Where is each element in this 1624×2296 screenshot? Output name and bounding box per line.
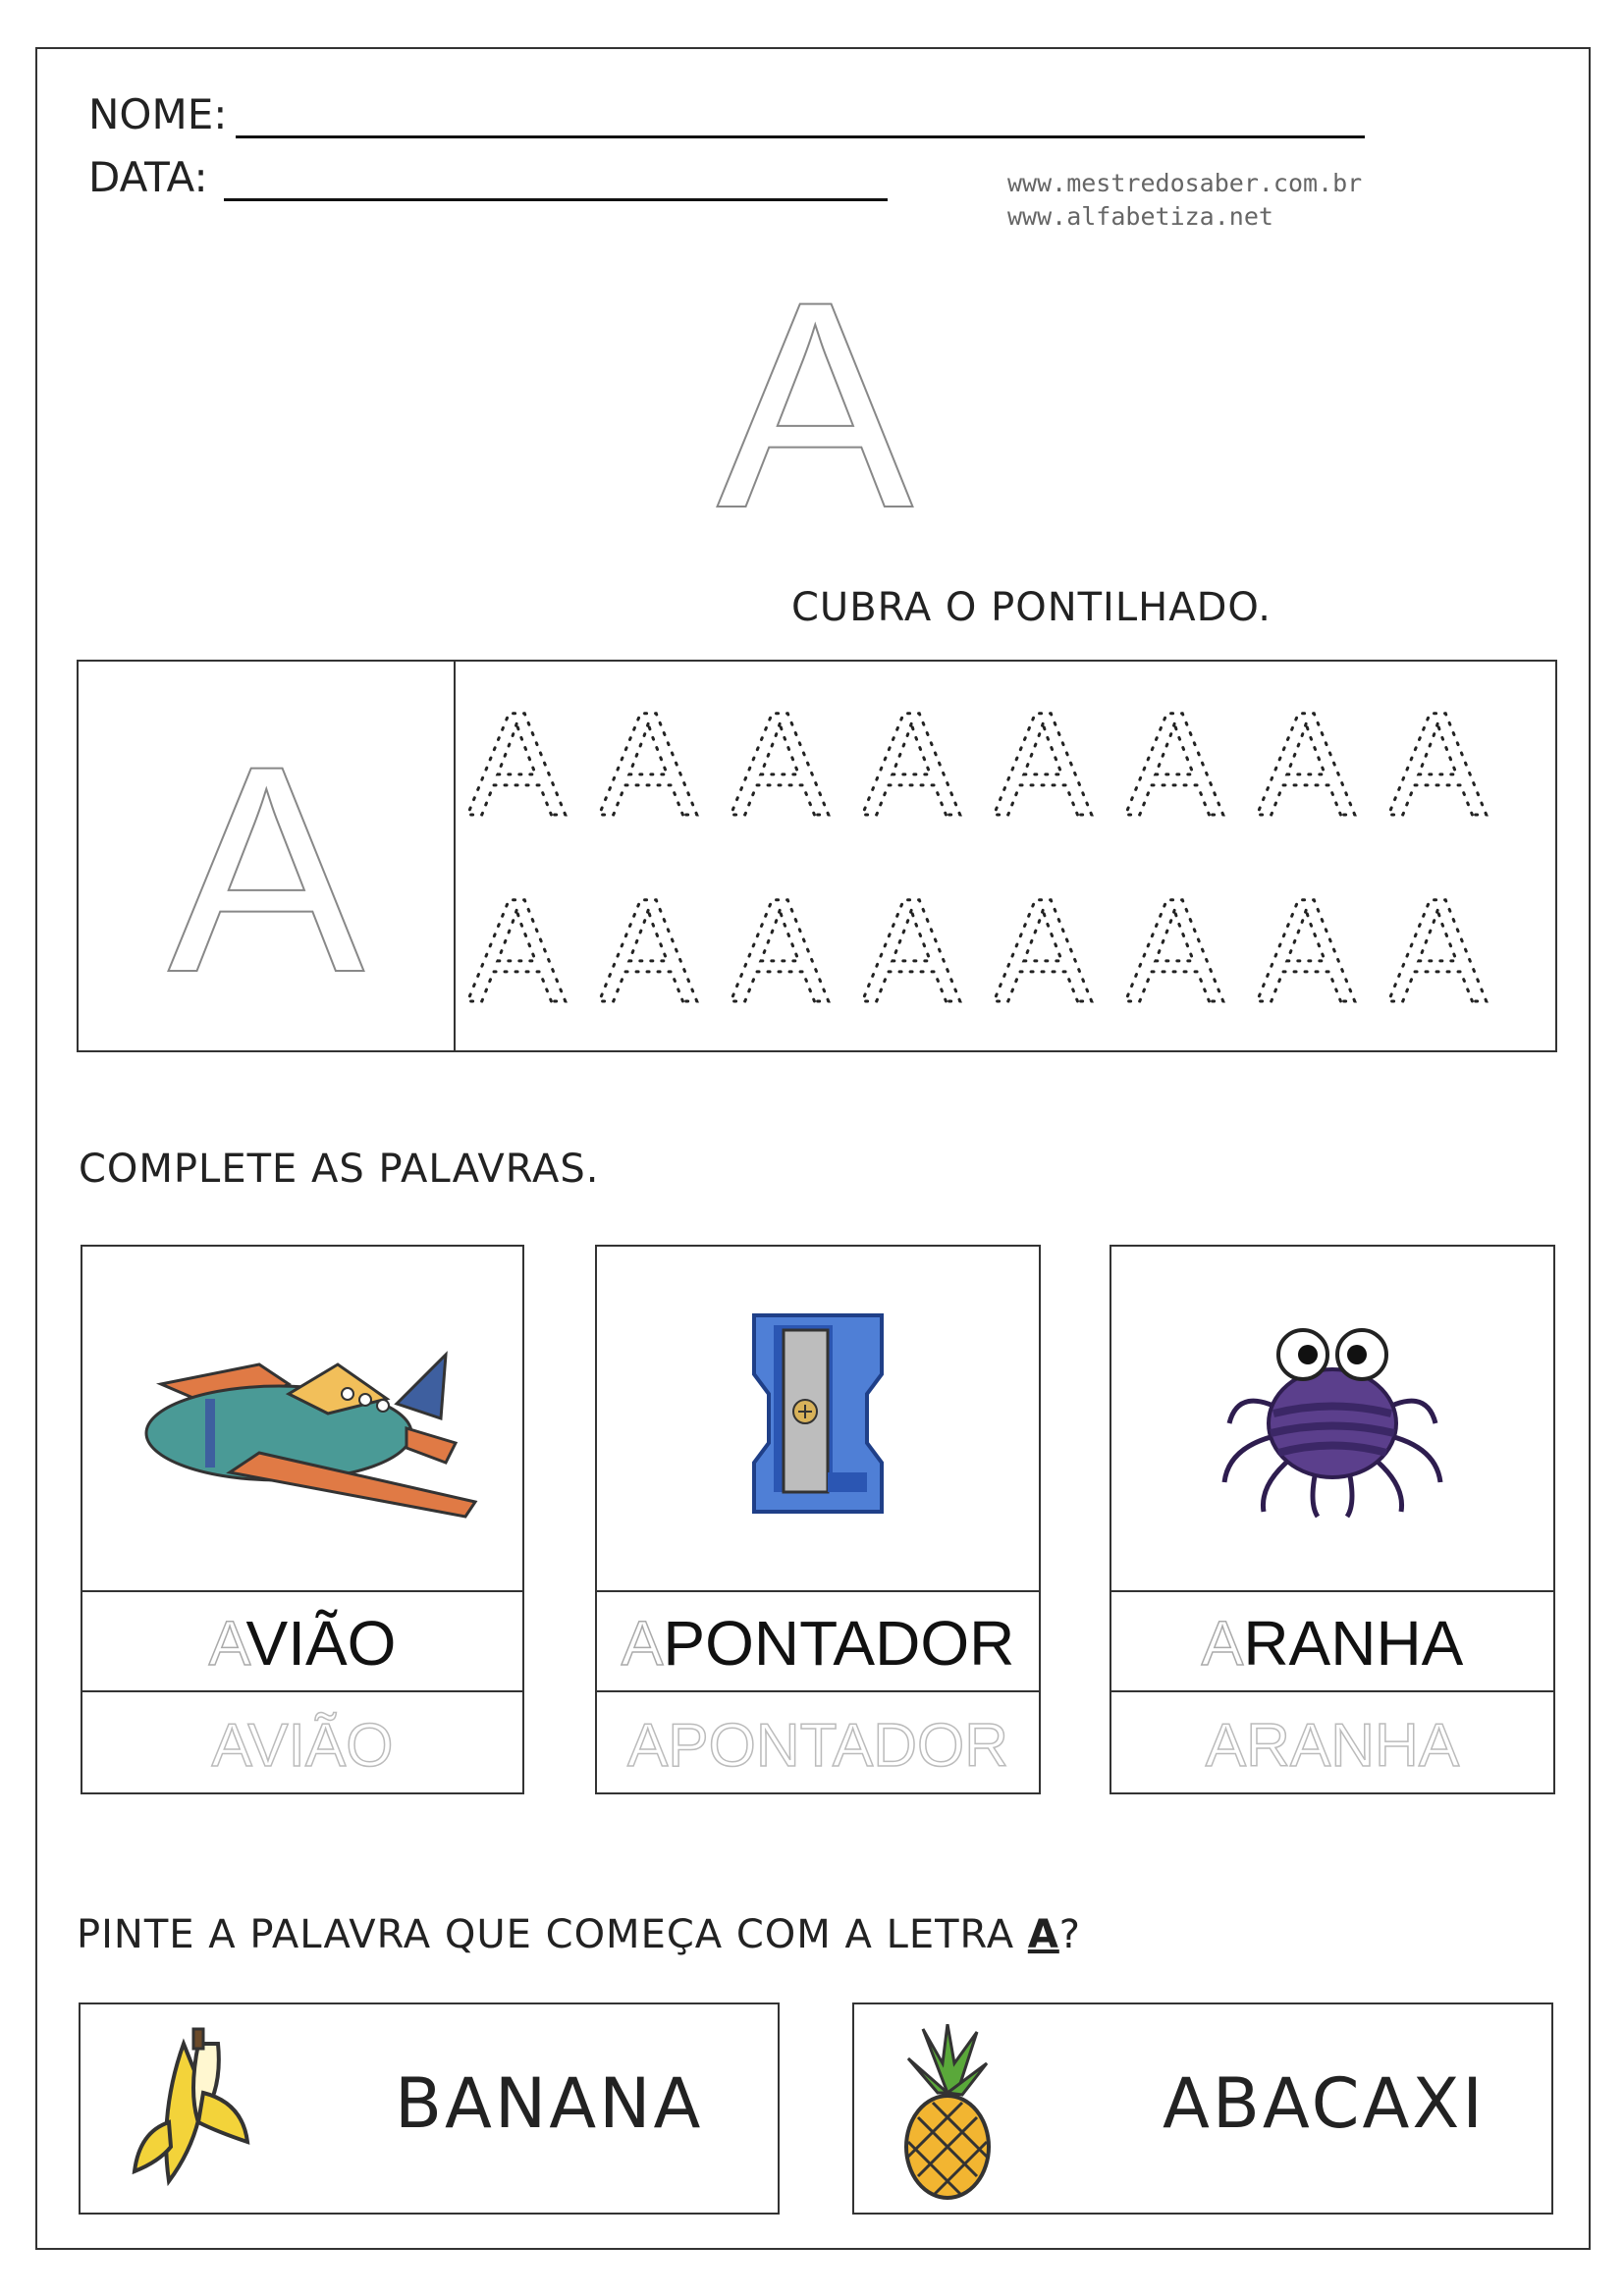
option-banana[interactable] — [79, 2002, 780, 2215]
dotted-letter-shape — [1251, 874, 1361, 1021]
dotted-letter-shape — [1382, 687, 1492, 834]
card-divider — [82, 1590, 522, 1592]
card-divider — [597, 1590, 1039, 1592]
card-divider — [82, 1690, 522, 1692]
svg-text:A: A — [730, 874, 830, 1021]
site-url-2: www.alfabetiza.net — [1007, 202, 1273, 231]
word-rest: RANHA — [1243, 1608, 1464, 1679]
dotted-letter-shape — [593, 874, 703, 1021]
word-card-aviao — [81, 1245, 524, 1794]
dotted-letter-shape — [1119, 687, 1229, 834]
dotted-letter-shape — [593, 687, 703, 834]
dotted-letter-shape — [856, 874, 966, 1021]
date-label: DATA: — [88, 153, 208, 201]
dotted-letter-shape — [725, 874, 835, 1021]
name-label: NOME: — [88, 90, 228, 138]
missing-letter[interactable]: A — [621, 1608, 664, 1679]
card-divider — [1111, 1590, 1553, 1592]
word-banana[interactable]: BANANA — [395, 2063, 704, 2144]
word-apontador — [597, 1608, 1039, 1679]
complete-instruction: COMPLETE AS PALAVRAS. — [79, 1147, 600, 1192]
svg-text:A: A — [861, 687, 961, 834]
word-aviao — [82, 1608, 522, 1679]
svg-text:A: A — [598, 874, 698, 1021]
svg-text:A: A — [598, 687, 698, 834]
trace-word-aranha: ARANHA — [1205, 1712, 1460, 1780]
svg-text:A: A — [1256, 687, 1356, 834]
pineapple-icon — [893, 2024, 1001, 2201]
svg-text:A: A — [466, 874, 567, 1021]
missing-letter[interactable]: A — [208, 1608, 246, 1679]
word-aranha — [1111, 1608, 1553, 1679]
pencil-sharpener-icon — [749, 1306, 887, 1522]
card-divider — [1111, 1690, 1553, 1692]
word-card-aranha — [1110, 1245, 1555, 1794]
paint-instruction-text: PINTE A PALAVRA QUE COMEÇA COM A LETRA — [77, 1912, 1028, 1957]
word-abacaxi[interactable]: ABACAXI — [1163, 2063, 1486, 2144]
svg-text:A: A — [993, 874, 1093, 1021]
svg-text:A: A — [466, 687, 567, 834]
word-rest: PONTADOR — [663, 1608, 1015, 1679]
svg-text:A: A — [1256, 874, 1356, 1021]
word-rest: VIÃO — [245, 1608, 397, 1679]
dotted-letter-shape — [461, 874, 571, 1021]
model-letter: A — [167, 704, 365, 1034]
trace-instruction: CUBRA O PONTILHADO. — [791, 585, 1272, 630]
spider-icon — [1210, 1315, 1455, 1522]
big-outline-letter: A — [716, 240, 914, 569]
paint-instruction — [77, 1912, 1081, 1957]
dotted-letter-shape — [988, 874, 1098, 1021]
word-card-apontador — [595, 1245, 1041, 1794]
svg-text:A: A — [993, 687, 1093, 834]
svg-text:A: A — [1124, 874, 1224, 1021]
trace-box-divider — [454, 660, 456, 1052]
dotted-letter-grid — [461, 687, 1551, 1041]
site-url-1: www.mestredosaber.com.br — [1007, 169, 1363, 197]
svg-text:A: A — [1387, 874, 1488, 1021]
name-field[interactable] — [236, 135, 1365, 138]
banana-icon — [130, 2024, 257, 2197]
dotted-letter-shape — [1119, 874, 1229, 1021]
svg-text:A: A — [861, 874, 961, 1021]
dotted-letter-shape — [1251, 687, 1361, 834]
trace-word-apontador: APONTADOR — [626, 1712, 1009, 1780]
paint-instruction-end: ? — [1058, 1912, 1082, 1957]
missing-letter[interactable]: A — [1201, 1608, 1244, 1679]
date-field[interactable] — [224, 198, 888, 201]
dotted-letter-shape — [461, 687, 571, 834]
svg-text:A: A — [1387, 687, 1488, 834]
dotted-letter-shape — [988, 687, 1098, 834]
paint-instruction-letter: A — [1027, 1912, 1059, 1957]
card-divider — [597, 1690, 1039, 1692]
option-abacaxi[interactable] — [852, 2002, 1553, 2215]
svg-text:A: A — [730, 687, 830, 834]
trace-word-aviao: AVIÃO — [211, 1712, 394, 1780]
dotted-letter-shape — [725, 687, 835, 834]
dotted-letter-shape — [1382, 874, 1492, 1021]
svg-text:A: A — [1124, 687, 1224, 834]
dotted-letter-shape — [856, 687, 966, 834]
airplane-icon — [132, 1306, 485, 1522]
